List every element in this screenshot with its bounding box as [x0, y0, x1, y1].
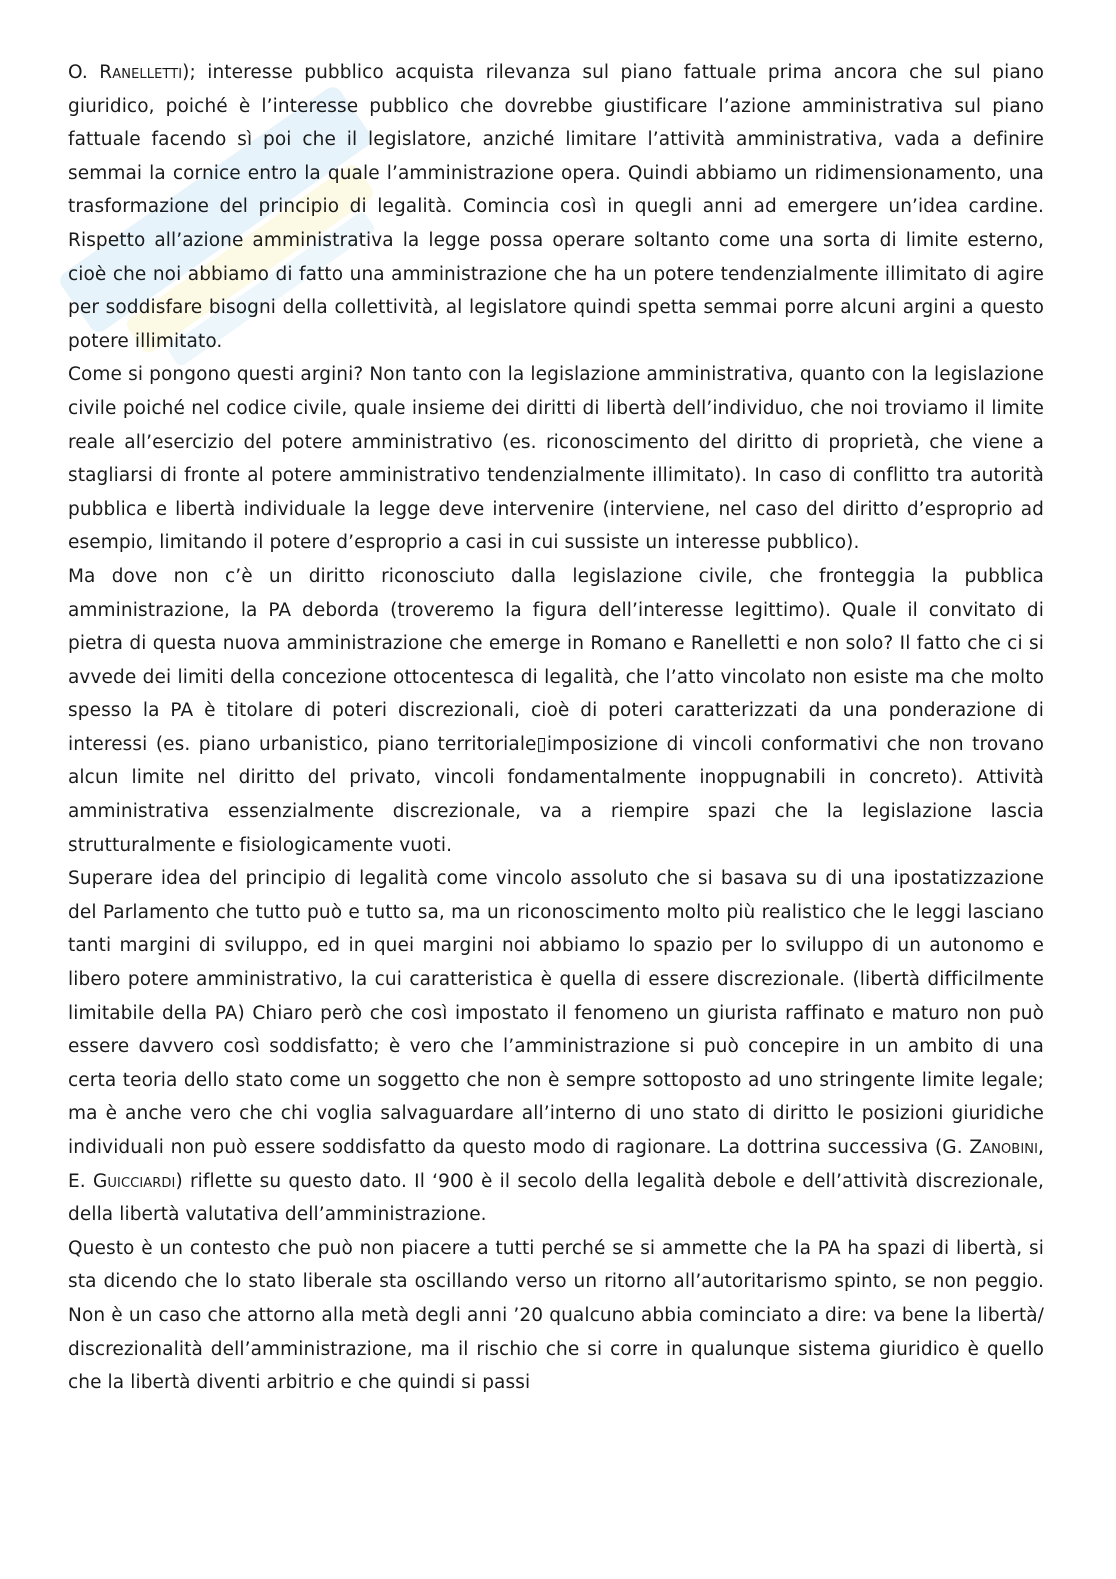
paragraph-4 — [68, 862, 1044, 1232]
paragraph-1-text-b: ); interesse pubblico acquista rilevanza sul piano fattuale prima ancora che sul piano giuridico, poiché è l’interesse pubblico che dovrebbe giustificare l’azione amministrativa sul piano fattuale facendo sì poi che il legislatore, anziché limitare l’attività amministrativa, vada a definire semmai la cornice entro la quale l’amministrazione opera. Quindi abbiamo un ridimensionamento, una trasformazione del principio di legalità. Comincia così in quegli anni ad emergere un’idea cardine. Rispetto all’azione amministrativa la legge possa operare soltanto come una sorta di limite esterno, cioè che noi abbiamo di fatto una amministrazione che ha un potere tendenzialmente illimitato di agire per soddisfare bisogni della collettività, al legislatore quindi spetta semmai porre alcuni argini a questo potere illimitato. — [68, 62, 1044, 352]
paragraph-1-text-a: O. — [68, 62, 100, 83]
paragraph-3: Ma dove non c’è un diritto riconosciuto dalla legislazione civile, che fronteggia la pubblica amministrazione, la PA deborda (troveremo la figura dell’interesse legittimo). Quale il convitato di pietra di questa nuova amministrazione che emerge in Romano e Ranelletti e non solo? Il fatto che ci si avvede dei limiti della concezione ottocentesca di legalità, che l’atto vincolato non esiste ma che molto spesso la PA è titolare di poteri discrezionali, cioè di poteri caratterizzati da una ponderazione di interessi (es. piano urbanistico, piano territoriale▯imposizione di vincoli conformativi che non trovano alcun limite nel diritto del privato, vincoli fondamentalmente inoppugnabili in concreto). Attività amministrativa essenzialmente discrezionale, va a riempire spazi che la legislazione lascia strutturalmente e fisiologicamente vuoti. — [68, 565, 1044, 856]
author-name-zanobini: Zanobini — [969, 1137, 1039, 1158]
paragraph-1 — [68, 56, 1044, 358]
author-name-guicciardi: Guicciardi — [92, 1170, 176, 1192]
paragraph-2: Come si pongono questi argini? Non tanto con la legislazione amministrativa, quanto con la legislazione civile poiché nel codice civile, quale insieme dei diritti di libertà dell’individuo, che noi troviamo il limite reale all’esercizio del potere amministrativo (es. riconoscimento del diritto di proprietà, che viene a stagliarsi di fronte al potere amministrativo tendenzialmente illimitato). In caso di conflitto tra autorità pubblica e libertà individuale la legge deve intervenire (interviene, nel caso del diritto d’esproprio ad esempio, limitando il potere d’esproprio a casi in cui sussiste un interesse pubblico). — [68, 364, 1044, 554]
paragraph-4-text-b: , E. — [68, 1137, 1044, 1192]
paragraph-4-text-a: Superare idea del principio di legalità come vincolo assoluto che si basava su di una ipostatizzazione del Parlamento che tutto può e tutto sa, ma un riconoscimento molto più realistico che le leggi lasciano tanti margini di sviluppo, ed in quei margini noi abbiamo lo spazio per lo sviluppo di un autonomo e libero potere amministrativo, la cui caratteristica è quella di essere discrezionale. (libertà difficilmente limitabile della PA) Chiaro però che così impostato il fenomeno un giurista raffinato e maturo non può essere davvero così soddisfatto; è vero che l’amministrazione si può concepire in un ambito di una certa teoria dello stato come un soggetto che non è sempre sottoposto ad uno stringente limite legale; ma è anche vero che chi voglia salvaguardare all’interno di uno stato di diritto le posizioni giuridiche individuali non può essere soddisfatto da questo modo di ragionare. La dottrina successiva (G. — [68, 868, 1044, 1158]
paragraph-5: Questo è un contesto che può non piacere a tutti perché se si ammette che la PA ha spazi di libertà, si sta dicendo che lo stato liberale sta oscillando verso un ritorno all’autoritarismo spinto, se non peggio. Non è un caso che attorno alla metà degli anni ’20 qualcuno abbia cominciato a dire: va bene la libertà/ discrezionalità dell’amministrazione, ma il rischio che si corre in qualunque sistema giuridico è quello che la libertà diventi arbitrio e che quindi si passi — [68, 1237, 1044, 1394]
document-page — [68, 56, 1044, 1400]
author-name-ranelletti: Ranelletti — [99, 62, 183, 83]
paragraph-4-text-c: ) riflette su questo dato. Il ‘900 è il secolo della legalità debole e dell’attività discrezionale, della libertà valutativa dell’amministrazione. — [68, 1170, 1044, 1226]
